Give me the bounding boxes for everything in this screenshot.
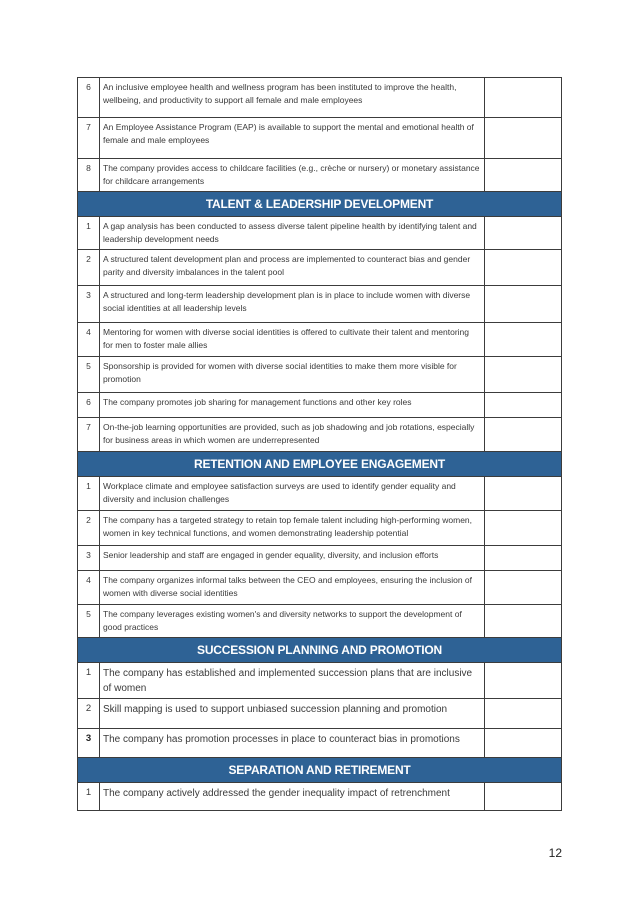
table-row	[78, 393, 562, 418]
item-text: The company promotes job sharing for management functions and other key roles	[100, 393, 485, 418]
table-row	[78, 250, 562, 286]
table-row	[78, 477, 562, 511]
table-row	[78, 118, 562, 159]
table-row	[78, 783, 562, 811]
item-number: 2	[78, 699, 100, 729]
table-row	[78, 546, 562, 571]
item-text: On-the-job learning opportunities are provided, such as job shadowing and job rotations, especially for business areas in which women are underrepresented	[100, 418, 485, 452]
item-text: Sponsorship is provided for women with diverse social identities to make them more visible for promotion	[100, 357, 485, 393]
item-text: The company has a targeted strategy to retain top female talent including high-performing women, women in key technical functions, and women demonstrating leadership potential	[100, 511, 485, 546]
section-title: RETENTION AND EMPLOYEE ENGAGEMENT	[78, 452, 562, 477]
table-row	[78, 511, 562, 546]
item-number: 3	[78, 729, 100, 758]
item-text: The company provides access to childcare facilities (e.g., crèche or nursery) or monetary assistance for childcare arrangements	[100, 159, 485, 192]
item-text: An inclusive employee health and wellness program has been instituted to improve the health, wellbeing, and productivity to support all female and male employees	[100, 78, 485, 118]
section-header	[78, 638, 562, 663]
item-text: The company organizes informal talks between the CEO and employees, ensuring the inclusion of women with diverse social identities	[100, 571, 485, 605]
table-row	[78, 217, 562, 250]
table-row	[78, 286, 562, 323]
section-title: SUCCESSION PLANNING AND PROMOTION	[78, 638, 562, 663]
item-text: The company has promotion processes in place to counteract bias in promotions	[100, 729, 485, 758]
item-number: 4	[78, 323, 100, 357]
item-number: 8	[78, 159, 100, 192]
response-cell[interactable]	[485, 477, 562, 511]
response-cell[interactable]	[485, 418, 562, 452]
item-number: 4	[78, 571, 100, 605]
item-text: The company has established and implemented succession plans that are inclusive of women	[100, 663, 485, 699]
item-number: 1	[78, 783, 100, 811]
item-text: The company leverages existing women's and diversity networks to support the development of good practices	[100, 605, 485, 638]
response-cell[interactable]	[485, 605, 562, 638]
response-cell[interactable]	[485, 571, 562, 605]
item-number: 7	[78, 418, 100, 452]
item-text: A structured talent development plan and process are implemented to counteract bias and gender parity and diversity imbalances in the talent pool	[100, 250, 485, 286]
item-number: 3	[78, 286, 100, 323]
item-text: Mentoring for women with diverse social identities is offered to cultivate their talent and mentoring for men to foster male allies	[100, 323, 485, 357]
item-number: 1	[78, 217, 100, 250]
table-row	[78, 78, 562, 118]
item-number: 6	[78, 393, 100, 418]
response-cell[interactable]	[485, 217, 562, 250]
item-number: 6	[78, 78, 100, 118]
item-text: Skill mapping is used to support unbiased succession planning and promotion	[100, 699, 485, 729]
response-cell[interactable]	[485, 118, 562, 159]
table-row	[78, 729, 562, 758]
response-cell[interactable]	[485, 250, 562, 286]
table-row	[78, 663, 562, 699]
response-cell[interactable]	[485, 699, 562, 729]
item-text: An Employee Assistance Program (EAP) is available to support the mental and emotional health of female and male employees	[100, 118, 485, 159]
section-title: TALENT & LEADERSHIP DEVELOPMENT	[78, 192, 562, 217]
table-row	[78, 699, 562, 729]
response-cell[interactable]	[485, 546, 562, 571]
item-text: A gap analysis has been conducted to assess diverse talent pipeline health by identifying talent and leadership development needs	[100, 217, 485, 250]
item-number: 7	[78, 118, 100, 159]
item-number: 5	[78, 605, 100, 638]
table-row	[78, 418, 562, 452]
response-cell[interactable]	[485, 78, 562, 118]
response-cell[interactable]	[485, 286, 562, 323]
item-number: 2	[78, 511, 100, 546]
item-number: 3	[78, 546, 100, 571]
item-number: 1	[78, 663, 100, 699]
table-row	[78, 605, 562, 638]
item-number: 2	[78, 250, 100, 286]
section-title: SEPARATION AND RETIREMENT	[78, 758, 562, 783]
table-row	[78, 159, 562, 192]
response-cell[interactable]	[485, 323, 562, 357]
response-cell[interactable]	[485, 783, 562, 811]
item-number: 1	[78, 477, 100, 511]
response-cell[interactable]	[485, 159, 562, 192]
section-header	[78, 758, 562, 783]
response-cell[interactable]	[485, 511, 562, 546]
response-cell[interactable]	[485, 357, 562, 393]
table-row	[78, 357, 562, 393]
response-cell[interactable]	[485, 393, 562, 418]
item-text: Workplace climate and employee satisfaction surveys are used to identify gender equality and diversity and inclusion challenges	[100, 477, 485, 511]
checklist-table	[77, 77, 562, 811]
table-row	[78, 323, 562, 357]
page-number: 12	[548, 846, 562, 860]
response-cell[interactable]	[485, 729, 562, 758]
item-number: 5	[78, 357, 100, 393]
table-row	[78, 571, 562, 605]
section-header	[78, 452, 562, 477]
response-cell[interactable]	[485, 663, 562, 699]
section-header	[78, 192, 562, 217]
item-text: Senior leadership and staff are engaged in gender equality, diversity, and inclusion efforts	[100, 546, 485, 571]
item-text: A structured and long-term leadership development plan is in place to include women with diverse social identities at all leadership levels	[100, 286, 485, 323]
item-text: The company actively addressed the gender inequality impact of retrenchment	[100, 783, 485, 811]
